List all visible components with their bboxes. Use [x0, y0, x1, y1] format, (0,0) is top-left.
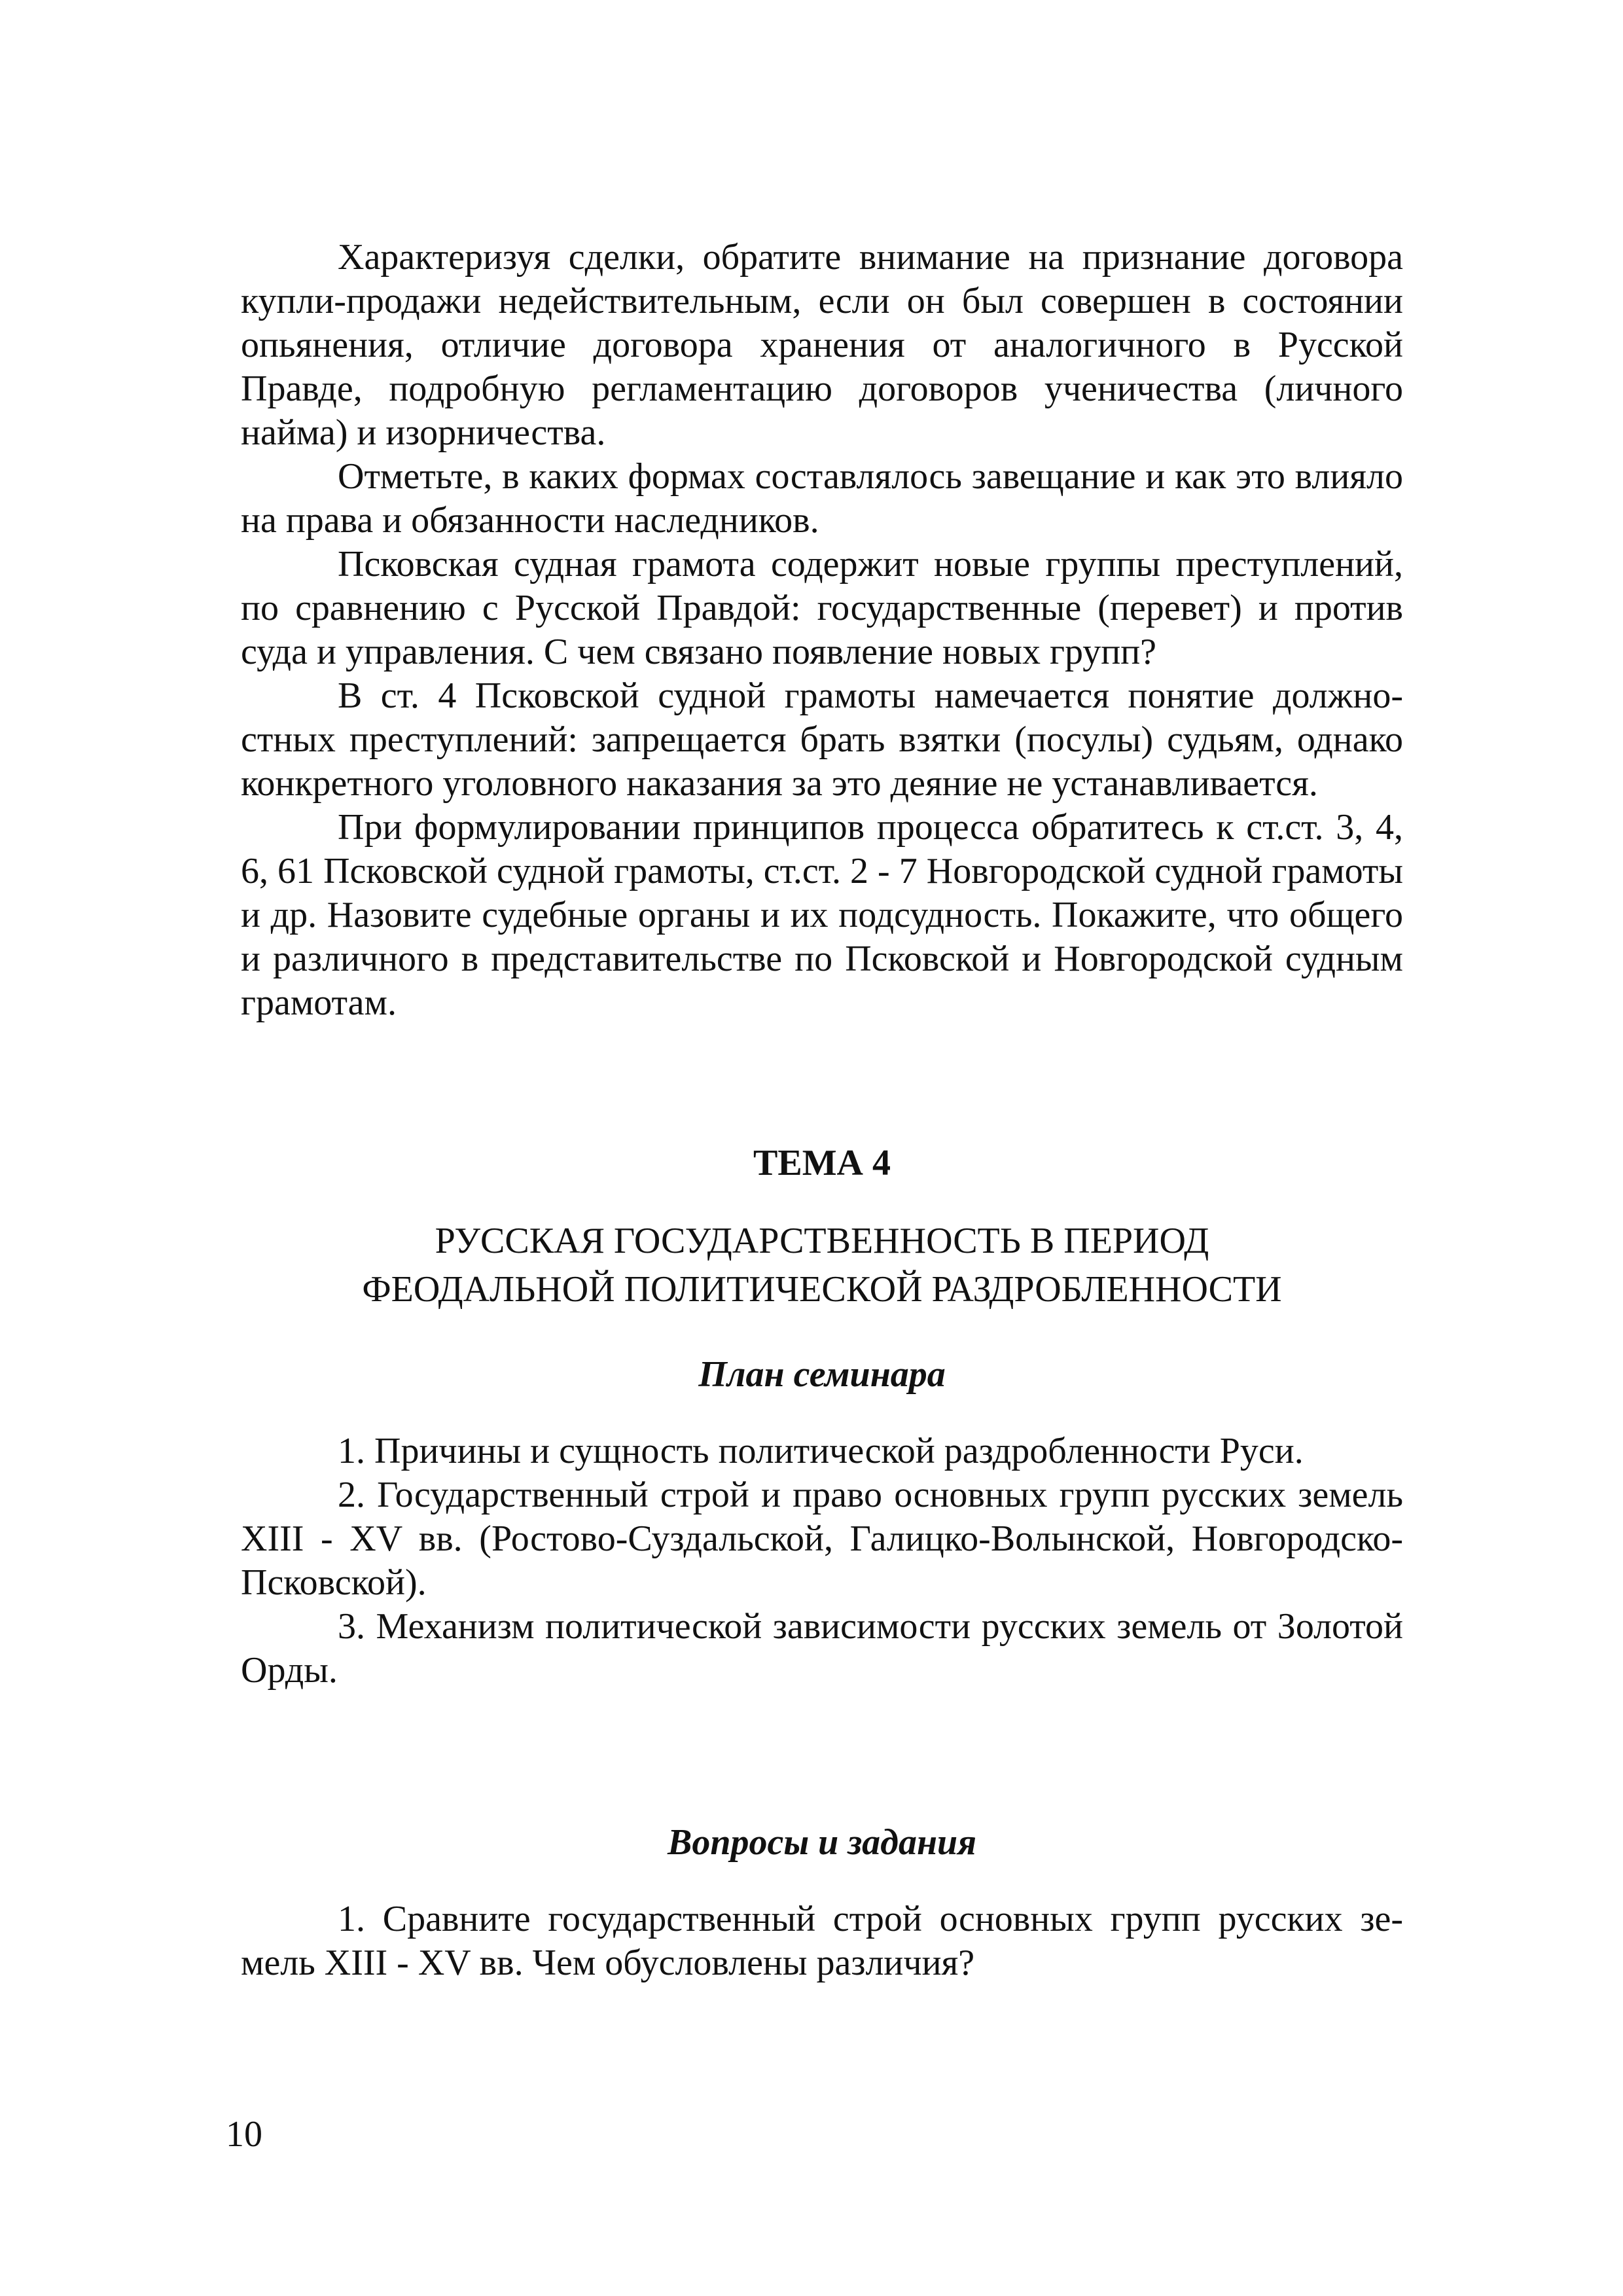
- page-number: 10: [226, 2114, 262, 2155]
- intro-paragraph-official-crimes: В ст. 4 Псковской судной грамоты намечается понятие должностных преступлений: запрещается брать взятки (посулы) судьям, однако конкретного уголовного наказания за это деяние не устанавливается.: [241, 675, 1403, 804]
- intro-paragraph-testament: Отметьте, в каких формах составлялось завещание и как это влияло на права и обязанности наследников.: [241, 456, 1403, 541]
- intro-paragraph-process: При формулировании принципов процесса обратитесь к ст.ст. 3, 4, 6, 61 Псковской судной грамоты, ст.ст. 2 - 7 Новгородской судной грамоты и др. Назовите судебные органы и их подсудность. Покажите, что общего и различного в представительстве по Псковской и Новгородской судным грамотам.: [241, 807, 1403, 1023]
- seminar-plan-heading: План семинара: [698, 1354, 946, 1395]
- intro-paragraph-crimes: Псковская судная грамота содержит новые группы преступлений, по сравнению с Русской Правдой: государственные (перевет) и против суда и управления. С чем связано появление новых групп?: [241, 544, 1403, 672]
- topic-title-line-2: ФЕОДАЛЬНОЙ ПОЛИТИЧЕСКОЙ РАЗДРОБЛЕННОСТИ: [362, 1269, 1282, 1310]
- topic-title-line-1: РУССКАЯ ГОСУДАРСТВЕННОСТЬ В ПЕРИОД: [435, 1221, 1209, 1261]
- questions-heading: Вопросы и задания: [667, 1822, 977, 1863]
- page-content: [241, 236, 1403, 1985]
- topic-number: ТЕМА 4: [753, 1143, 891, 1183]
- seminar-plan-item-2: 2. Государственный строй и право основных групп русских земель XIII - XV вв. (Ростово-Суздальской, Галицко-Волынской, Новгородско-Псковской).: [241, 1475, 1403, 1603]
- intro-paragraph-transactions: Характеризуя сделки, обратите внимание на признание договора купли-продажи недействительным, если он был совершен в состоянии опьянения, отличие договора хранения от аналогичного в Русской Правде, подробную регламентацию договоров ученичества (личного найма) и изорничества.: [241, 237, 1403, 453]
- seminar-plan-item-1: 1. Причины и сущность политической раздробленности Руси.: [338, 1431, 1304, 1471]
- question-item-1: 1. Сравните государственный строй основных групп русских земель XIII - XV вв. Чем обусловлены различия?: [241, 1899, 1403, 1983]
- seminar-plan-item-3: 3. Механизм политической зависимости русских земель от Золотой Орды.: [241, 1606, 1403, 1691]
